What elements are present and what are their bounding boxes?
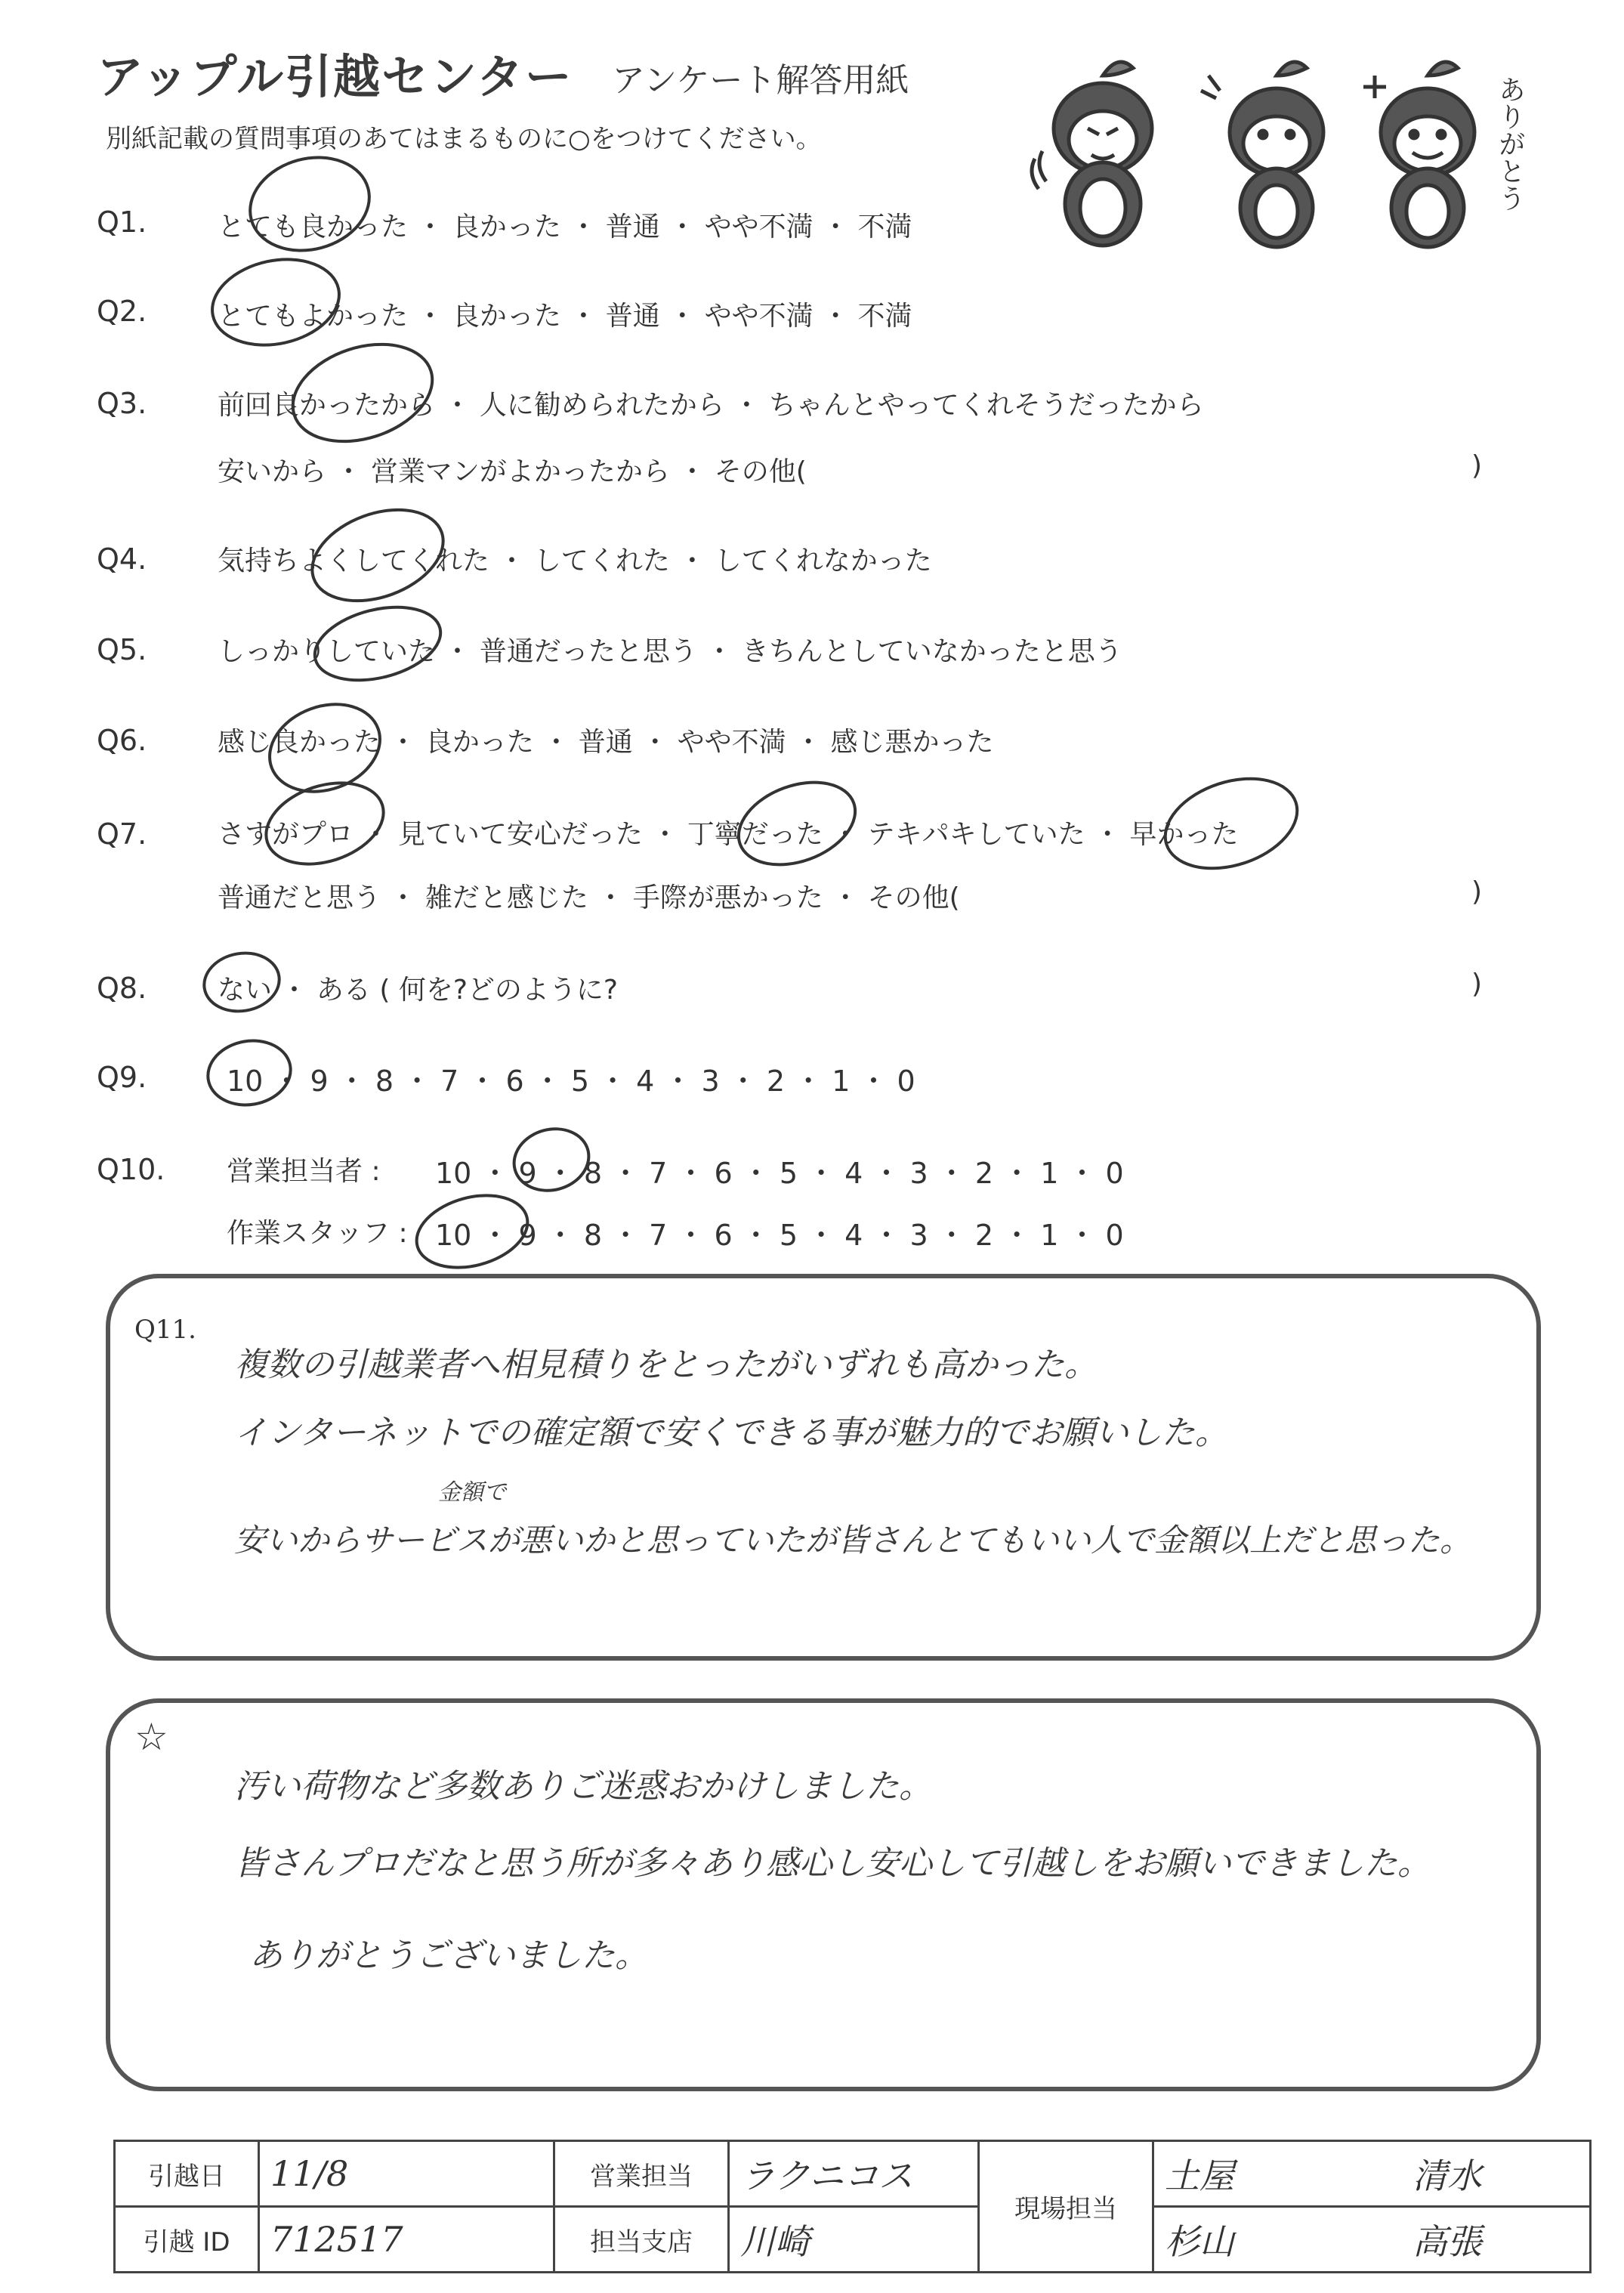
footer-info-table	[113, 2140, 1592, 2273]
q10-staff-label: 作業スタッフ :	[227, 1218, 408, 1249]
q7-options-line2: 普通だと思う ・ 雑だと感じた ・ 手際が悪かった ・ その他(	[218, 882, 960, 913]
site-staff-3: 杉山	[1153, 2207, 1403, 2273]
leaf-icon	[1103, 62, 1133, 76]
q7-options-line1: さすがプロ ・ 見ていて安心だった ・ 丁寧だった ・ テキパキしていた ・ 早かった	[218, 819, 1239, 850]
q11-comment-line2: インターネットでの確定額で安くできる事が魅力的でお願いした。	[234, 1414, 1229, 1452]
sparkle-icon	[1363, 76, 1386, 98]
sales-rep-value: ラクニコス	[729, 2141, 979, 2207]
q10-staff-scale: 10 ・ 9 ・ 8 ・ 7 ・ 6 ・ 5 ・ 4 ・ 3 ・ 2 ・ 1 ・ 0	[435, 1219, 1124, 1252]
site-staff-2: 清水	[1402, 2141, 1591, 2207]
q5-options: しっかりしていた ・ 普通だったと思う ・ きちんとしていなかったと思う	[218, 636, 1122, 667]
move-id-label: 引越 ID	[115, 2207, 259, 2273]
site-staff-4: 高張	[1402, 2207, 1591, 2273]
extra-comment-box	[106, 1698, 1541, 2091]
q2-options: とてもよかった ・ 良かった ・ 普通 ・ やや不満 ・ 不満	[218, 301, 912, 332]
q8-options: ない ・ ある ( 何を?どのように?	[218, 975, 619, 1006]
extra-comment-line1: 汚い荷物など多数ありご迷惑おかけしました。	[234, 1767, 932, 1806]
move-id-value: 712517	[259, 2207, 554, 2273]
q1-options: とても良かった ・ 良かった ・ 普通 ・ やや不満 ・ 不満	[218, 212, 912, 243]
site-staff-1: 土屋	[1153, 2141, 1403, 2207]
q10-sales-label: 営業担当者 :	[227, 1156, 381, 1187]
extra-comment-line2: 皆さんプロだなと思う所が多々あり感心し安心して引越しをお願いできました。	[234, 1844, 1431, 1883]
q1-answer-circle	[239, 144, 380, 263]
q2-number: Q2.	[97, 295, 147, 328]
mascot-illustration	[1027, 45, 1556, 257]
q6-options: 感じ良かった ・ 良かった ・ 普通 ・ やや不満 ・ 感じ悪かった	[218, 727, 994, 758]
q6-number: Q6.	[97, 724, 147, 757]
q9-scale: 10 ・ 9 ・ 8 ・ 7 ・ 6 ・ 5 ・ 4 ・ 3 ・ 2 ・ 1 ・ 0	[227, 1065, 915, 1098]
star-icon: ☆	[134, 1715, 168, 1759]
q7-number: Q7.	[97, 817, 147, 851]
q1-number: Q1.	[97, 206, 147, 239]
branch-label: 担当支店	[554, 2207, 729, 2273]
q7-close-paren: )	[1471, 876, 1483, 907]
site-staff-label: 現場担当	[979, 2141, 1153, 2273]
q11-comment-line1: 複数の引越業者へ相見積りをとったがいずれも高かった。	[234, 1346, 1098, 1384]
q8-number: Q8.	[97, 972, 147, 1005]
q4-options: 気持ちよくしてくれた ・ してくれた ・ してくれなかった	[218, 545, 932, 576]
instruction-text: 別紙記載の質問事項のあてはまるものに○をつけてください。	[106, 124, 822, 154]
q11-number: Q11.	[134, 1315, 196, 1345]
q3-close-paren: )	[1471, 450, 1483, 481]
q3-options-line1: 前回良かったから ・ 人に勧められたから ・ ちゃんとやってくれそうだったから	[218, 390, 1204, 421]
q3-number: Q3.	[97, 387, 147, 420]
q11-comment-line3: 安いからサービスが悪いかと思っていたが皆さんとてもいい人で金額以上だと思った。	[234, 1522, 1472, 1559]
q10-number: Q10.	[97, 1153, 165, 1186]
form-subtitle: アンケート解答用紙	[612, 61, 909, 100]
q11-comment-box	[106, 1274, 1541, 1661]
q5-number: Q5.	[97, 633, 147, 666]
q8-close-paren: )	[1471, 969, 1483, 1000]
sales-rep-label: 営業担当	[554, 2141, 729, 2207]
move-date-value: 11/8	[259, 2141, 554, 2207]
q4-number: Q4.	[97, 542, 147, 576]
extra-comment-line3: ありがとうございました。	[249, 1936, 648, 1975]
form-title: アップル引越センター	[97, 49, 573, 104]
mascot-thanks-text: ありがとう	[1495, 76, 1527, 212]
move-date-label: 引越日	[115, 2141, 259, 2207]
q3-options-line2: 安いから ・ 営業マンがよかったから ・ その他(	[218, 456, 807, 487]
q10-sales-scale: 10 ・ 9 ・ 8 ・ 7 ・ 6 ・ 5 ・ 4 ・ 3 ・ 2 ・ 1 ・ 0	[435, 1157, 1124, 1190]
branch-value: 川崎	[729, 2207, 979, 2273]
q9-number: Q9.	[97, 1061, 147, 1094]
q11-comment-insert: 金額で	[438, 1479, 506, 1506]
